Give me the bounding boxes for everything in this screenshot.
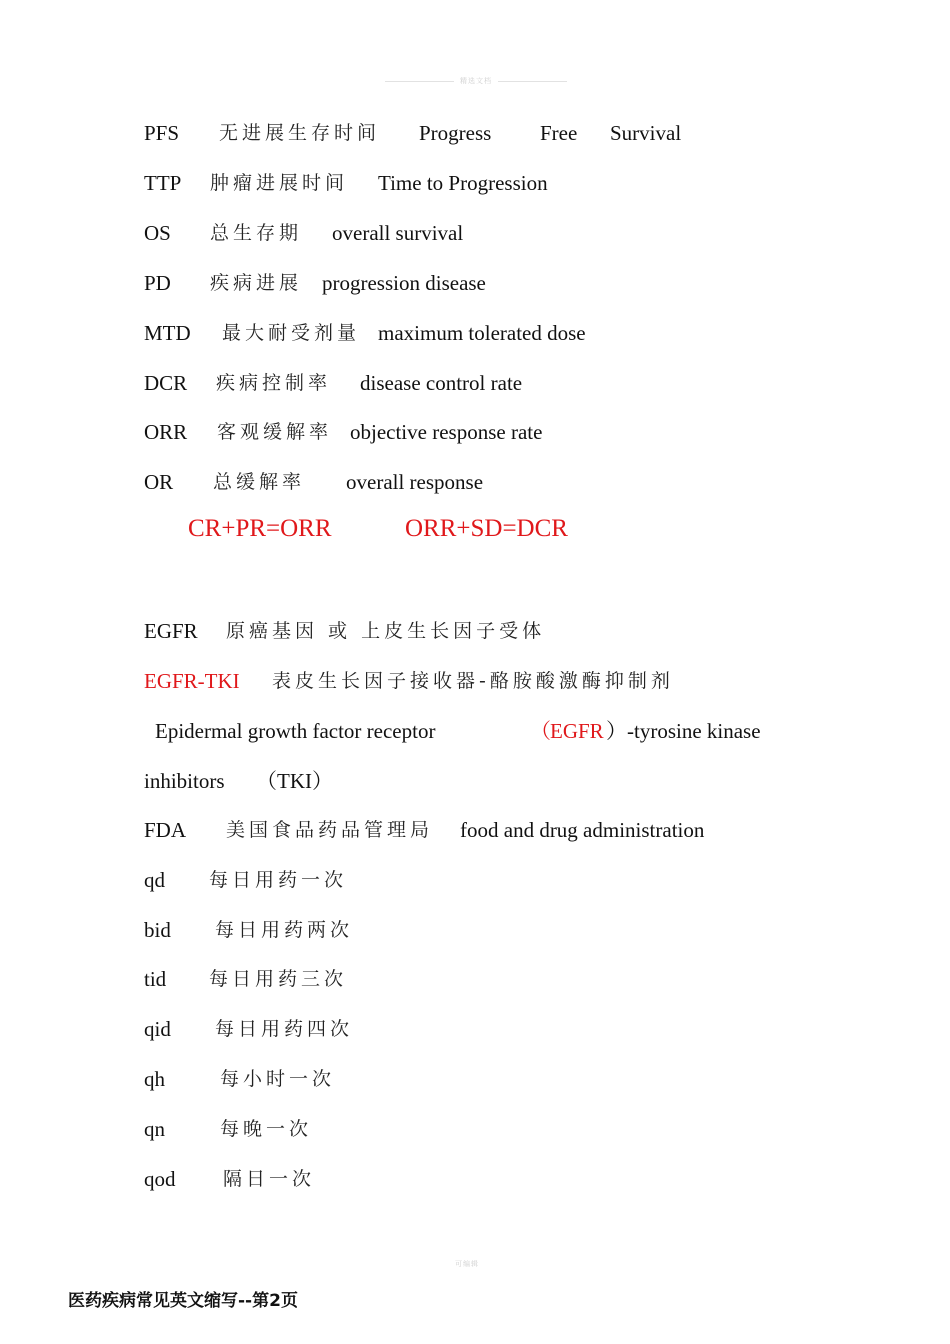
formula-dcr: ORR+SD=DCR (405, 515, 568, 542)
entry-chinese: 总生存期 (210, 222, 303, 244)
entry-english: （TKI） (256, 769, 333, 793)
entry-abbr: TTP (144, 171, 182, 195)
formula-orr: CR+PR=ORR (188, 515, 332, 542)
entry-abbr: FDA (144, 818, 187, 842)
entry-chinese: 每晚一次 (220, 1118, 313, 1140)
entry-english: Epidermal growth factor receptor (155, 719, 436, 743)
entry-english: ）-tyrosine kinase (606, 719, 761, 743)
entry-abbr: qid (144, 1017, 171, 1041)
entry-abbr: qn (144, 1117, 165, 1141)
entry-abbr: bid (144, 918, 171, 942)
footer-watermark: 可编辑 (455, 1260, 479, 1268)
entry-abbr: EGFR (144, 619, 198, 643)
entry-chinese: 疾病进展 (210, 272, 303, 294)
entry-chinese: 隔日一次 (223, 1168, 316, 1190)
entry-english: inhibitors (144, 769, 225, 793)
entry-english: Time to Progression (378, 171, 548, 195)
entry-abbr: PFS (144, 121, 180, 145)
entry-chinese: 无进展生存时间 (219, 122, 381, 144)
paren-open: （ (530, 719, 551, 743)
entry-english: maximum tolerated dose (378, 321, 586, 345)
entry-abbr: qd (144, 868, 165, 892)
entry-abbr: ORR (144, 420, 188, 444)
entry-chinese: 客观缓解率 (217, 421, 333, 443)
entry-chinese: 每日用药一次 (209, 869, 348, 891)
entry-chinese: 每小时一次 (220, 1068, 336, 1090)
entry-chinese: 表皮生长因子接收器-酪胺酸激酶抑制剂 (272, 670, 674, 692)
entry-english: objective response rate (350, 420, 543, 444)
header-rule-left (385, 81, 454, 82)
entry-chinese: 原癌基因 或 上皮生长因子受体 (226, 620, 546, 642)
entry-abbr: OS (144, 221, 171, 245)
entry-abbr: DCR (144, 371, 188, 395)
entry-abbr: MTD (144, 321, 191, 345)
entry-chinese: 每日用药两次 (215, 919, 354, 941)
entry-chinese: 总缓解率 (213, 471, 306, 493)
entry-english: disease control rate (360, 371, 523, 395)
header-watermark-text: 精选文档 (460, 77, 492, 85)
header-watermark (385, 76, 567, 86)
entry-abbr: EGFR-TKI (144, 669, 240, 693)
footer-page-title: 医药疾病常见英文缩写--第2页 (68, 1291, 298, 1311)
entry-english-word: Progress (419, 121, 492, 145)
entry-chinese: 每日用药四次 (215, 1018, 354, 1040)
entry-english: overall survival (332, 221, 464, 245)
entry-chinese: 美国食品药品管理局 (226, 819, 434, 841)
entry-abbr: PD (144, 271, 171, 295)
entry-english-word: Free (540, 121, 578, 145)
entry-chinese: 疾病控制率 (216, 372, 332, 394)
entry-chinese: 肿瘤进展时间 (210, 172, 349, 194)
entry-abbr: qh (144, 1067, 165, 1091)
entry-abbr: qod (144, 1167, 176, 1191)
entry-english: overall response (346, 470, 484, 494)
entry-abbr: OR (144, 470, 174, 494)
entry-english-word: Survival (610, 121, 682, 145)
egfr-highlight: EGFR (550, 719, 604, 743)
entry-chinese: 最大耐受剂量 (222, 322, 361, 344)
entry-english: progression disease (322, 271, 486, 295)
entry-english: food and drug administration (460, 818, 705, 842)
entry-abbr: tid (144, 967, 167, 991)
header-rule-right (498, 81, 567, 82)
entry-chinese: 每日用药三次 (209, 968, 348, 990)
